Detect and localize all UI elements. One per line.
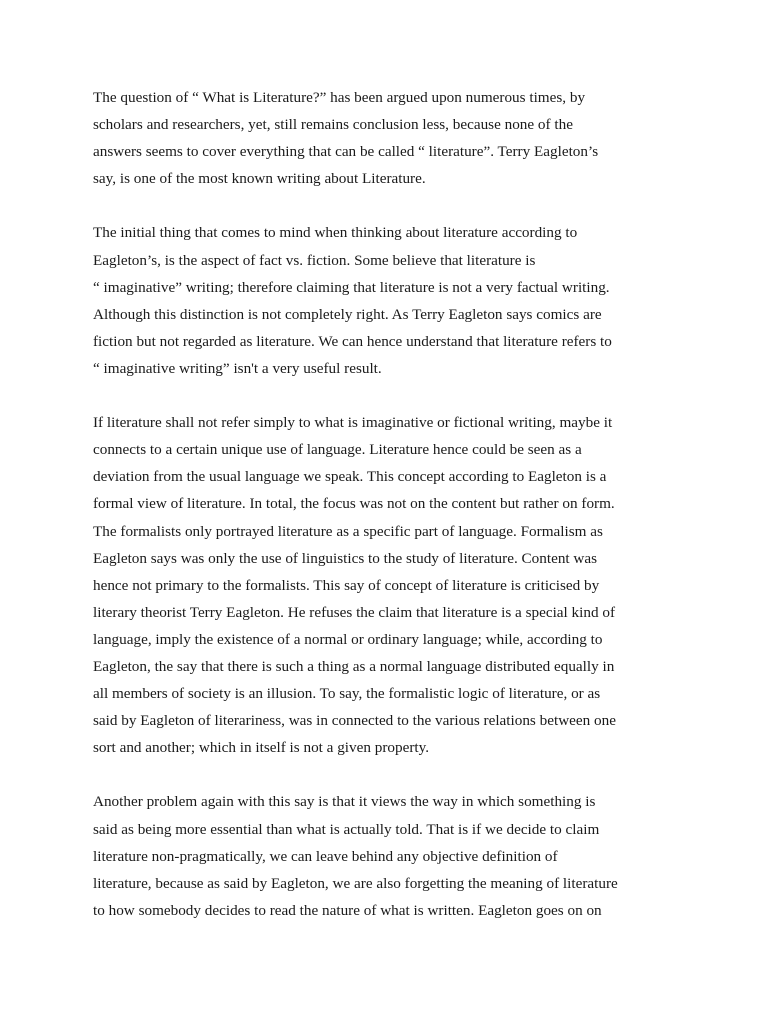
text-line: say, is one of the most known writing about Literature.: [93, 170, 426, 188]
text-line: to how somebody decides to read the nature of what is written. Eagleton goes on on: [93, 901, 602, 919]
text-line: said by Eagleton of literariness, was in connected to the various relations between one: [93, 712, 616, 730]
paragraph-formalism: [93, 409, 683, 761]
paragraph-intro: [93, 84, 683, 192]
document-page: [93, 84, 683, 951]
text-line: “ imaginative writing” isn't a very useful result.: [93, 359, 382, 377]
paragraph-fact-fiction: [93, 219, 683, 382]
text-line: The initial thing that comes to mind when thinking about literature according to: [93, 224, 578, 242]
text-line: sort and another; which in itself is not a given property.: [93, 739, 430, 757]
text-line: language, imply the existence of a normal or ordinary language; while, according to: [93, 630, 603, 648]
text-line: literary theorist Terry Eagleton. He refuses the claim that literature is a special kind of: [93, 603, 616, 621]
text-line: Another problem again with this say is that it views the way in which something is: [93, 793, 596, 811]
paragraph-another-problem: [93, 788, 683, 923]
text-line: fiction but not regarded as literature. We can hence understand that literature refers to: [93, 332, 612, 350]
text-line: Eagleton says was only the use of linguistics to the study of literature. Content was: [93, 549, 598, 567]
text-line: hence not primary to the formalists. This say of concept of literature is criticised by: [93, 576, 600, 594]
text-line: “ imaginative” writing; therefore claiming that literature is not a very factual writing.: [93, 278, 610, 296]
text-line: scholars and researchers, yet, still remains conclusion less, because none of the: [93, 116, 573, 134]
text-line: The question of “ What is Literature?” has been argued upon numerous times, by: [93, 89, 586, 106]
text-line: literature, because as said by Eagleton, we are also forgetting the meaning of literature: [93, 874, 618, 892]
text-line: formal view of literature. In total, the focus was not on the content but rather on form.: [93, 495, 615, 513]
text-line: said as being more essential than what is actually told. That is if we decide to claim: [93, 820, 600, 838]
text-line: Eagleton, the say that there is such a thing as a normal language distributed equally in: [93, 657, 615, 675]
text-line: answers seems to cover everything that can be called “ literature”. Terry Eagleton’s: [93, 143, 599, 161]
text-line: literature non-pragmatically, we can leave behind any objective definition of: [93, 847, 558, 865]
text-line: all members of society is an illusion. To say, the formalistic logic of literature, or as: [93, 685, 601, 703]
text-line: The formalists only portrayed literature as a specific part of language. Formalism as: [93, 522, 603, 540]
text-line: Eagleton’s, is the aspect of fact vs. fiction. Some believe that literature is: [93, 251, 536, 269]
text-line: If literature shall not refer simply to what is imaginative or fictional writing, maybe it: [93, 414, 613, 432]
text-line: Although this distinction is not completely right. As Terry Eagleton says comics are: [93, 305, 602, 323]
text-line: deviation from the usual language we speak. This concept according to Eagleton is a: [93, 468, 607, 486]
text-line: connects to a certain unique use of language. Literature hence could be seen as a: [93, 441, 582, 459]
